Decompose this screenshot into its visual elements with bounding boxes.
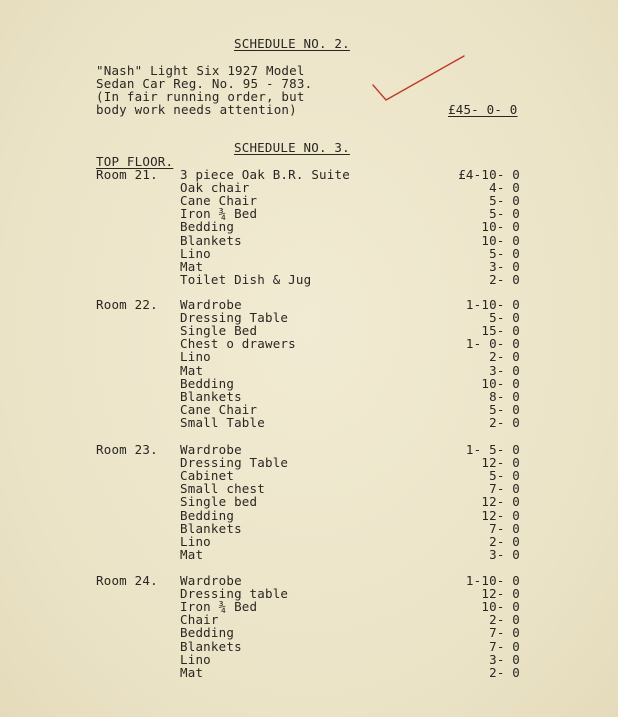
room-label: Room 24. (96, 573, 158, 588)
inventory-item: Lino (180, 534, 211, 549)
inventory-item: Small Table (180, 415, 265, 430)
inventory-item: Mat (180, 363, 204, 378)
inventory-amount: 1-10- 0 (465, 573, 520, 588)
inventory-item: Mat (180, 259, 204, 274)
inventory-amount: 12- 0 (481, 586, 520, 601)
inventory-amount: 12- 0 (481, 494, 520, 509)
inventory-amount: 3- 0 (489, 363, 520, 378)
inventory-amount: 2- 0 (489, 612, 520, 627)
inventory-item: Wardrobe (180, 297, 242, 312)
inventory-amount: 5- 0 (489, 402, 520, 417)
inventory-amount: 2- 0 (489, 272, 520, 287)
schedule-2-heading: SCHEDULE NO. 2. (234, 36, 350, 51)
inventory-item: Blankets (180, 521, 242, 536)
inventory-item: Iron ¾ Bed (180, 206, 258, 221)
inventory-amount: 4- 0 (489, 180, 520, 195)
inventory-amount: 8- 0 (489, 389, 520, 404)
inventory-item: Cane Chair (180, 402, 258, 417)
inventory-amount: 15- 0 (481, 323, 520, 338)
floor-label: TOP FLOOR. (96, 154, 174, 169)
inventory-item: Bedding (180, 625, 235, 640)
room-label: Room 21. (96, 167, 158, 182)
inventory-item: Lino (180, 349, 211, 364)
inventory-item: Blankets (180, 389, 242, 404)
inventory-item: Lino (180, 246, 211, 261)
inventory-amount: 2- 0 (489, 349, 520, 364)
inventory-item: Wardrobe (180, 573, 242, 588)
inventory-item: Dressing Table (180, 455, 289, 470)
inventory-amount: 2- 0 (489, 534, 520, 549)
inventory-amount: 5- 0 (489, 468, 520, 483)
inventory-amount: 2- 0 (489, 415, 520, 430)
inventory-item: Oak chair (180, 180, 250, 195)
inventory-item: 3 piece Oak B.R. Suite (180, 167, 350, 182)
schedule-2-amount: £45- 0- 0 (448, 102, 518, 117)
inventory-amount: 10- 0 (481, 233, 520, 248)
inventory-amount: 5- 0 (489, 193, 520, 208)
red-tick-mark (372, 54, 468, 104)
inventory-amount: 3- 0 (489, 547, 520, 562)
inventory-amount: 3- 0 (489, 259, 520, 274)
inventory-amount: £4-10- 0 (458, 167, 520, 182)
inventory-amount: 3- 0 (489, 652, 520, 667)
schedule-2-line: Sedan Car Reg. No. 95 - 783. (96, 76, 313, 91)
inventory-item: Bedding (180, 219, 235, 234)
inventory-item: Dressing table (180, 586, 289, 601)
schedule-3-heading: SCHEDULE NO. 3. (234, 140, 350, 155)
inventory-amount: 1- 5- 0 (465, 442, 520, 457)
inventory-amount: 10- 0 (481, 376, 520, 391)
inventory-amount: 7- 0 (489, 481, 520, 496)
inventory-item: Iron ¾ Bed (180, 599, 258, 614)
inventory-amount: 10- 0 (481, 219, 520, 234)
inventory-amount: 5- 0 (489, 246, 520, 261)
schedule-2-line: body work needs attention) (96, 102, 297, 117)
inventory-item: Blankets (180, 639, 242, 654)
inventory-amount: 12- 0 (481, 508, 520, 523)
inventory-item: Cane Chair (180, 193, 258, 208)
inventory-amount: 1-10- 0 (465, 297, 520, 312)
inventory-amount: 7- 0 (489, 625, 520, 640)
inventory-amount: 5- 0 (489, 310, 520, 325)
inventory-item: Wardrobe (180, 442, 242, 457)
inventory-item: Single Bed (180, 323, 258, 338)
inventory-item: Chest o drawers (180, 336, 296, 351)
inventory-item: Single bed (180, 494, 258, 509)
inventory-amount: 7- 0 (489, 521, 520, 536)
inventory-item: Chair (180, 612, 219, 627)
inventory-item: Bedding (180, 376, 235, 391)
room-label: Room 23. (96, 442, 158, 457)
inventory-item: Cabinet (180, 468, 235, 483)
inventory-item: Lino (180, 652, 211, 667)
inventory-item: Mat (180, 547, 204, 562)
inventory-item: Toilet Dish & Jug (180, 272, 312, 287)
inventory-amount: 7- 0 (489, 639, 520, 654)
inventory-amount: 2- 0 (489, 665, 520, 680)
inventory-amount: 12- 0 (481, 455, 520, 470)
room-label: Room 22. (96, 297, 158, 312)
inventory-amount: 5- 0 (489, 206, 520, 221)
inventory-item: Blankets (180, 233, 242, 248)
inventory-item: Dressing Table (180, 310, 289, 325)
inventory-amount: 10- 0 (481, 599, 520, 614)
schedule-2-line: "Nash" Light Six 1927 Model (96, 63, 305, 78)
schedule-2-line: (In fair running order, but (96, 89, 305, 104)
inventory-amount: 1- 0- 0 (465, 336, 520, 351)
inventory-item: Small chest (180, 481, 265, 496)
inventory-item: Mat (180, 665, 204, 680)
inventory-item: Bedding (180, 508, 235, 523)
